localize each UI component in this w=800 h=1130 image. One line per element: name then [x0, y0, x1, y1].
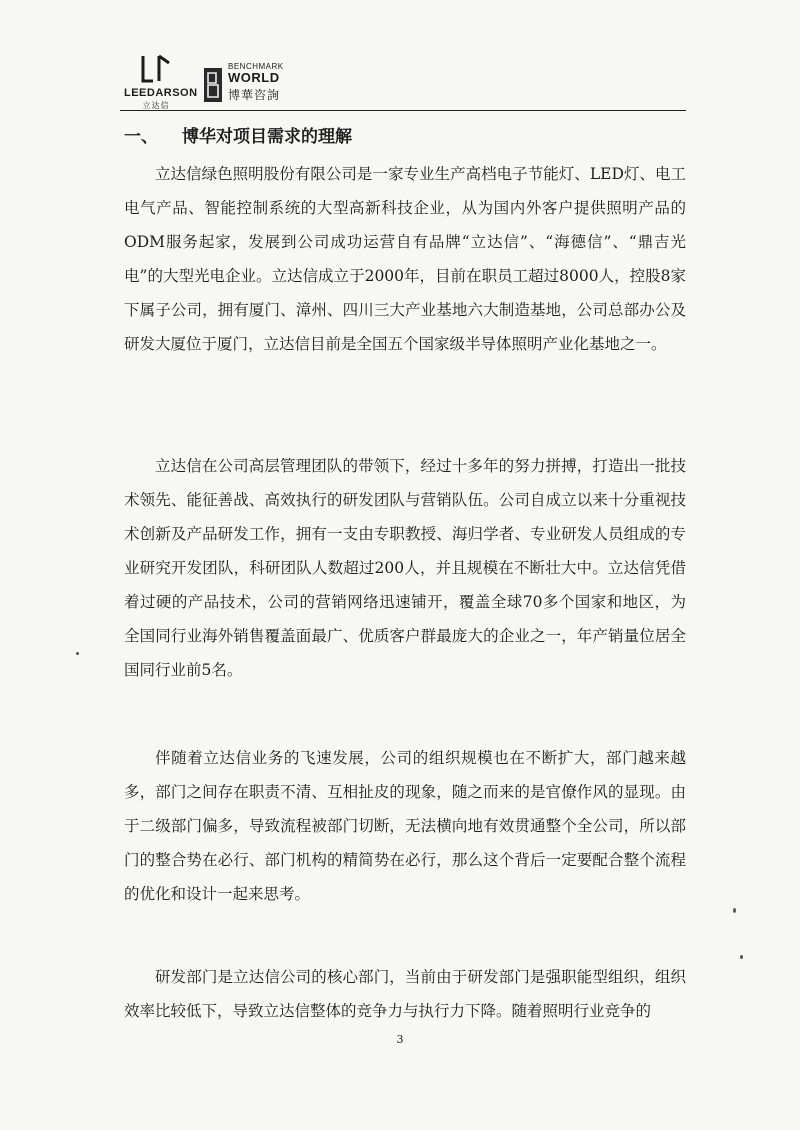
- page-number: 3: [396, 1033, 404, 1046]
- paragraph: 立达信在公司高层管理团队的带领下，经过十多年的努力拼搏，打造出一批技术领先、能征善战、高效执行的研发团队与营销队伍。公司自成立以来十分重视技术创新及产品研发工作，拥有一支由专职教授、海归学者、专业研发人员组成的专业研究开发团队，科研团队人数超过200人，并且规模在不断壮大中。立达信凭借着过硬的产品技术，公司的营销网络迅速铺开，覆盖全球70多个国家和地区，为全国同行业海外销售覆盖面最广、优质客户群最庞大的企业之一，年产销量位居全国同行业前5名。: [124, 457, 686, 679]
- benchmark-world-top: BENCHMARK: [228, 62, 284, 71]
- section-title: 博华对项目需求的理解: [182, 127, 352, 147]
- paragraph: 研发部门是立达信公司的核心部门，当前由于研发部门是强职能型组织，组织效率比较低下，导致立达信整体的竞争力与执行力下降。随着照明行业竞争的: [124, 968, 686, 1020]
- benchmark-world-mark-icon: [204, 68, 222, 102]
- header-divider: [120, 110, 686, 111]
- scan-speck: [740, 955, 743, 959]
- paragraph: 立达信绿色照明股份有限公司是一家专业生产高档电子节能灯、LED灯、电工电气产品、智能控制系统的大型高新科技企业，从为国内外客户提供照明产品的ODM服务起家，发展到公司成功运营自有品牌“立达信”、“海德信”、“鼎吉光电”的大型光电企业。立达信成立于2000年，目前在职员工超过8000人，控股8家下属子公司，拥有厦门、漳州、四川三大产业基地六大制造基地，公司总部办公及研发大厦位于厦门，立达信目前是全国五个国家级半导体照明产业化基地之一。: [124, 165, 686, 353]
- leedarson-logo-name: LEEDARSON: [124, 87, 198, 99]
- scan-speck: [76, 652, 79, 655]
- scan-speck: [733, 908, 736, 913]
- benchmark-world-cn: 博華咨詢: [228, 88, 281, 102]
- benchmark-world-main: WORLD: [228, 70, 280, 85]
- leedarson-logo: [124, 54, 198, 111]
- leedarson-mark-icon: [139, 54, 173, 84]
- paragraph: 伴随着立达信业务的飞速发展，公司的组织规模也在不断扩大，部门越来越多，部门之间存在职责不清、互相扯皮的现象，随之而来的是官僚作风的显现。由于二级部门偏多，导致流程被部门切断，无法横向地有效贯通整个全公司，所以部门的整合势在必行、部门机构的精简势在必行，那么这个背后一定要配合整个流程的优化和设计一起来思考。: [124, 749, 686, 903]
- section-number: 一、: [124, 127, 158, 147]
- leedarson-logo-cn: 立达信: [142, 101, 170, 110]
- section-heading: [124, 122, 352, 147]
